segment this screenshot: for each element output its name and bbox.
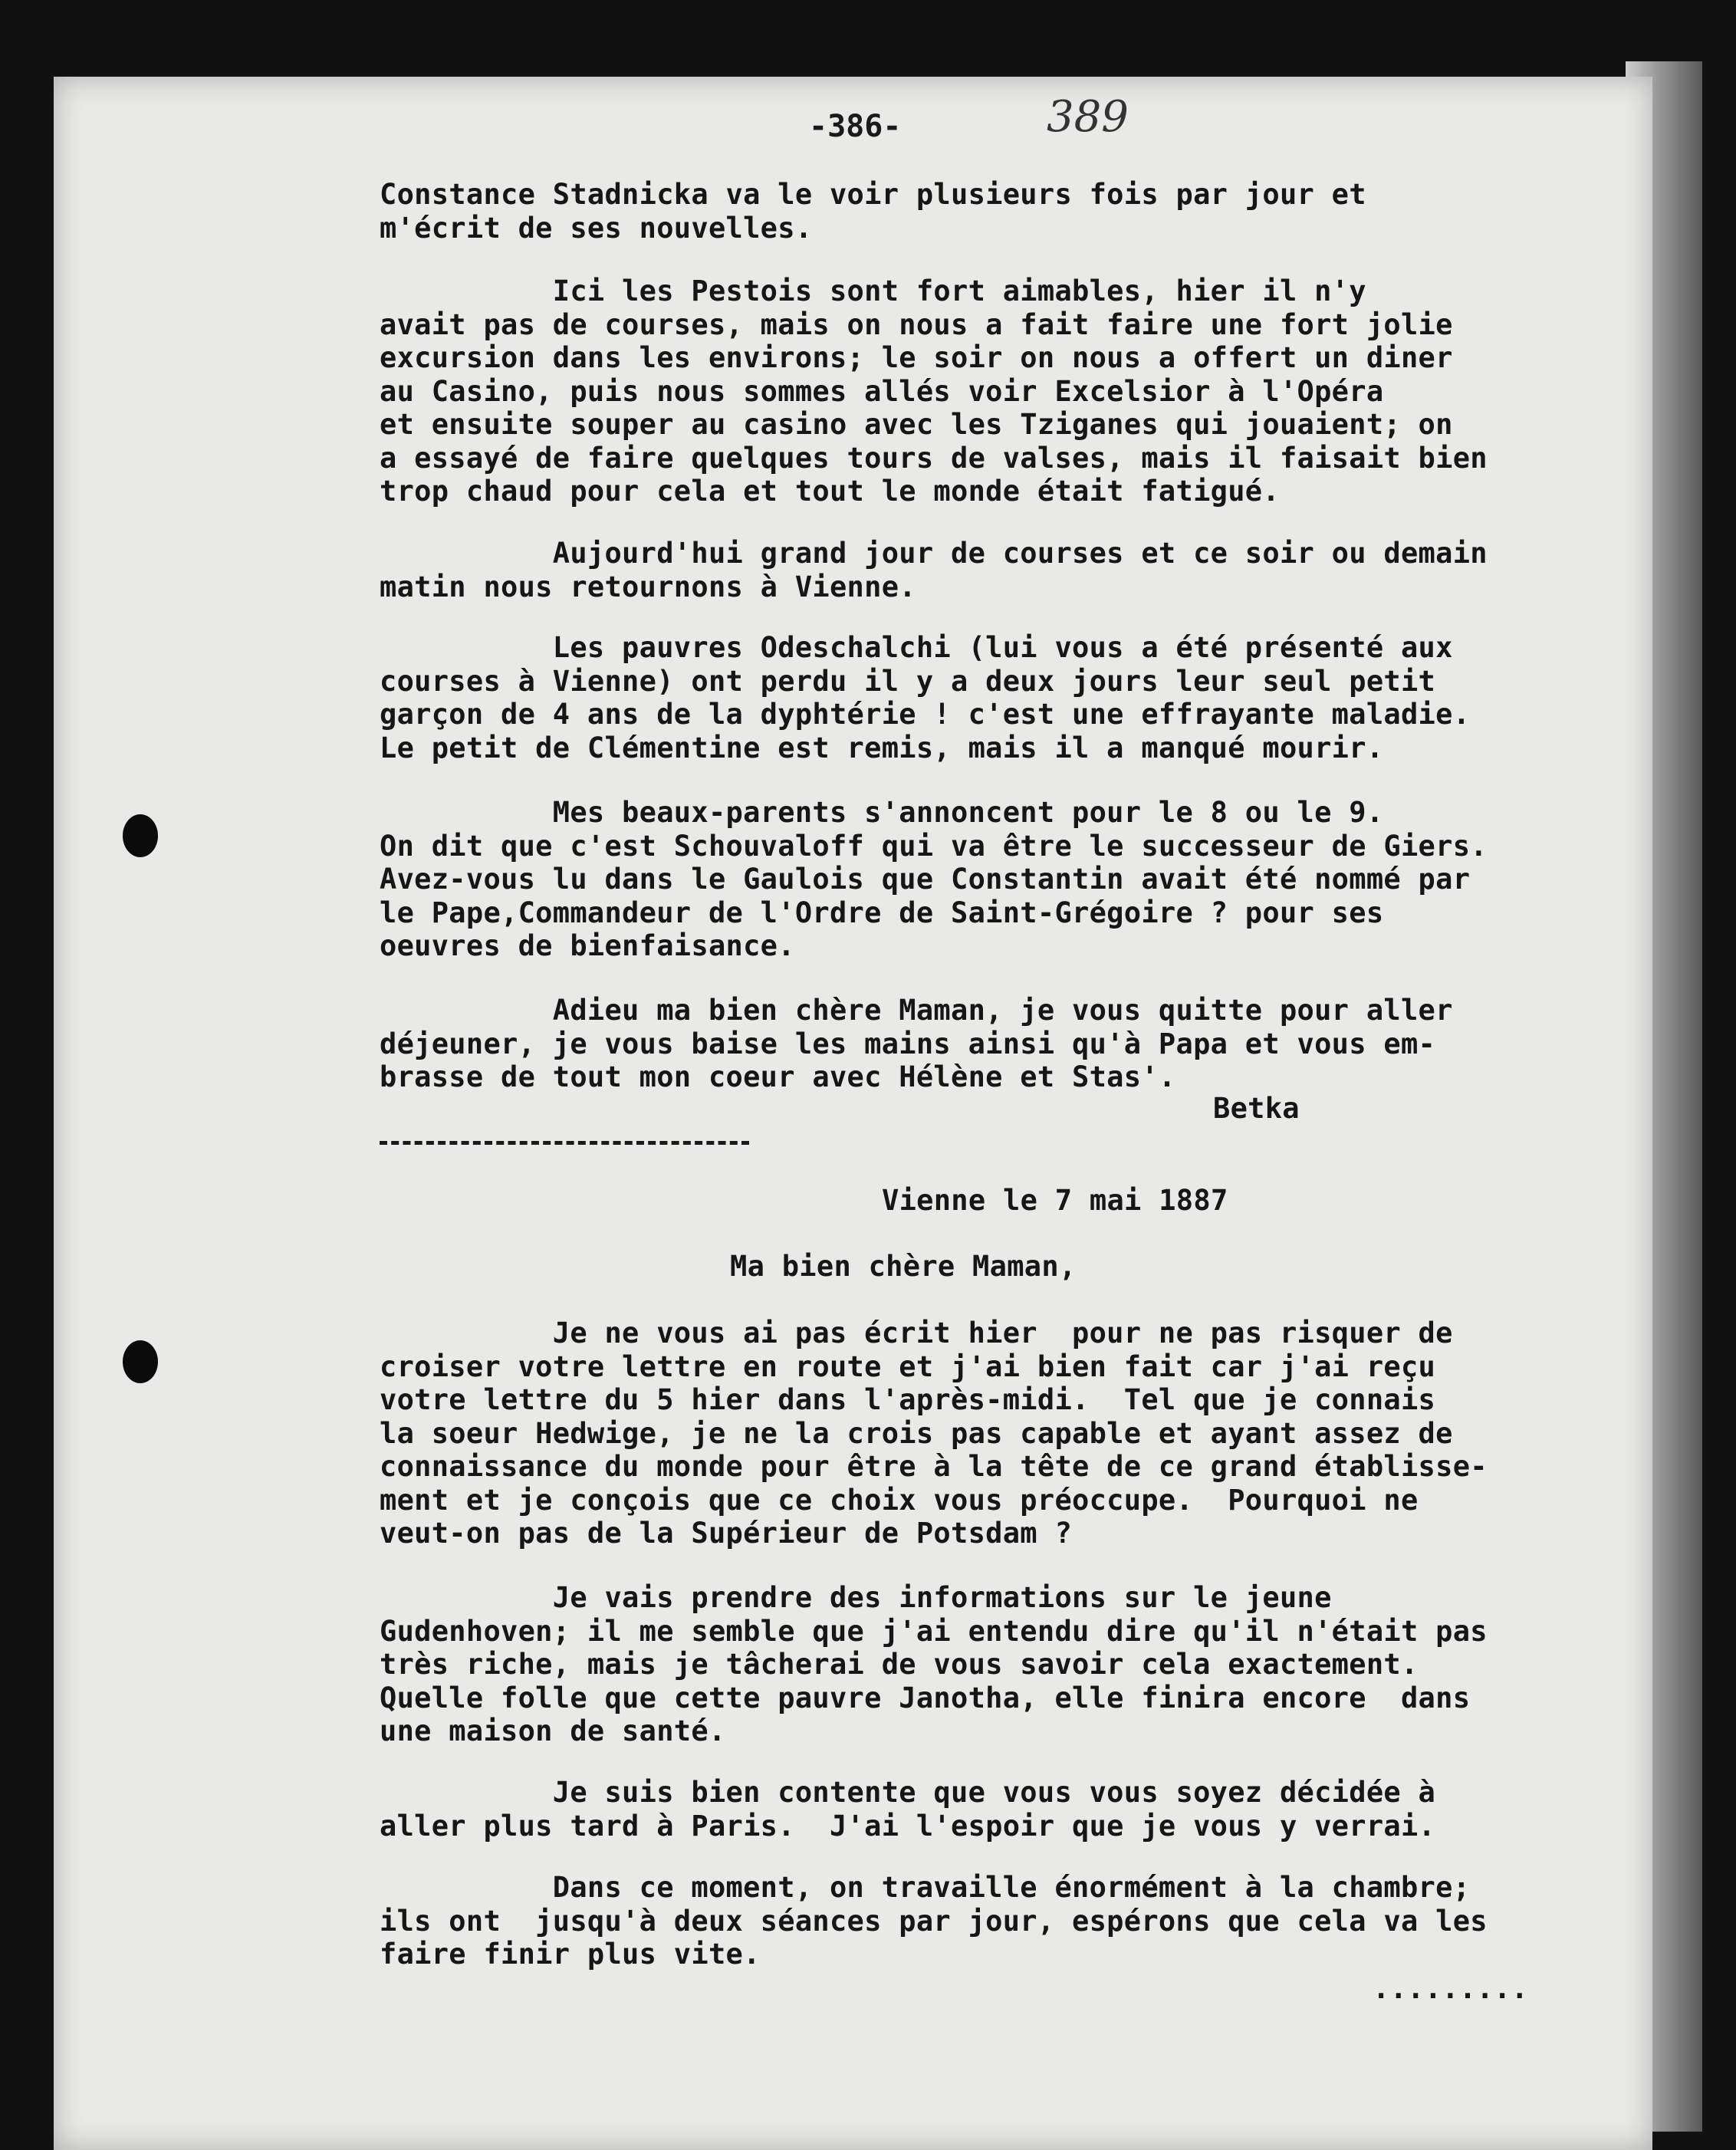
letter1-paragraph: Ici les Pestois sont fort aimables, hier il n'y avait pas de courses, mais on nous a fait faire une fort jolie excursion dans les environs; le soir on nous a offert un diner au Casino, puis nous sommes allés voir Excelsior à l'Opéra et ensuite souper au casino avec les Tziganes qui jouaient; on a essayé de faire quelques tours de valses, mais il faisait bien trop chaud pour cela et tout le monde était fatigué. (380, 275, 1488, 508)
handwritten-page-number: 389 (1047, 92, 1129, 142)
letter1-paragraph: Aujourd'hui grand jour de courses et ce soir ou demain matin nous retournons à Vienne. (380, 537, 1488, 603)
punch-hole-upper (123, 814, 158, 857)
letter1-paragraph: Adieu ma bien chère Maman, je vous quitte pour aller déjeuner, je vous baise les mains ainsi qu'à Papa et vous em- brasse de tout mon coeur avec Hélène et Stas'. (380, 994, 1453, 1093)
letter2-dateline: Vienne le 7 mai 1887 (882, 1184, 1228, 1217)
punch-hole-lower (123, 1340, 158, 1383)
letter2-paragraph: Je ne vous ai pas écrit hier pour ne pas risquer de croiser votre lettre en route et j'ai bien fait car j'ai reçu votre lettre du 5 hier dans l'après-midi. Tel que je connais la soeur Hedwige, je ne la crois pas capable et ayant assez de connaissance du monde pour être à la tête de ce grand établisse- ment et je conçois que ce choix vous préoccupe. Pourquoi ne veut-on pas de la Supérieur de Potsdam ? (380, 1317, 1488, 1550)
letter1-paragraph: Mes beaux-parents s'annoncent pour le 8 ou le 9. On dit que c'est Schouvaloff qui va être le successeur de Giers. Avez-vous lu dans le Gaulois que Constantin avait été nommé par le Pape,Commandeur de l'Ordre de Saint-Grégoire ? pour ses oeuvres de bienfaisance. (380, 796, 1488, 962)
letter2-salutation: Ma bien chère Maman, (730, 1250, 1077, 1283)
signature: Betka (1213, 1092, 1300, 1125)
page-number: -386- (809, 109, 902, 144)
letter-separator (380, 1141, 749, 1145)
letter2-paragraph: Dans ce moment, on travaille énormément à la chambre; ils ont jusqu'à deux séances par jour, espérons que cela va les faire finir plus vite. (380, 1871, 1488, 1971)
letter2-paragraph: Je vais prendre des informations sur le jeune Gudenhoven; il me semble que j'ai entendu dire qu'il n'était pas très riche, mais je tâcherai de vous savoir cela exactement. Quelle folle que cette pauvre Janotha, elle finira encore dans une maison de santé. (380, 1581, 1488, 1747)
letter1-paragraph: Constance Stadnicka va le voir plusieurs fois par jour et m'écrit de ses nouvelles. (380, 178, 1366, 245)
continuation-dots: ......... (1373, 1972, 1529, 2005)
letter2-paragraph: Je suis bien contente que vous vous soyez décidée à aller plus tard à Paris. J'ai l'espoir que je vous y verrai. (380, 1776, 1436, 1843)
letter1-paragraph: Les pauvres Odeschalchi (lui vous a été présenté aux courses à Vienne) ont perdu il y a deux jours leur seul petit garçon de 4 ans de la dyphtérie ! c'est une effrayante maladie. Le petit de Clémentine est remis, mais il a manqué mourir. (380, 631, 1471, 764)
